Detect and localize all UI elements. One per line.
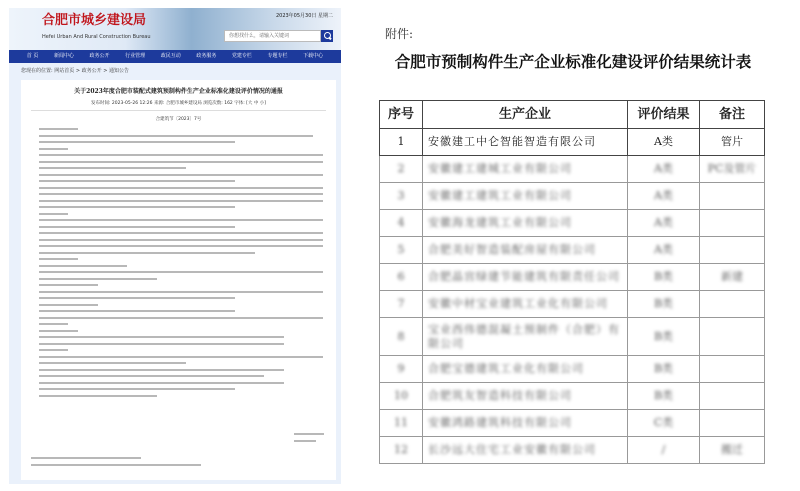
row-index: 6 [380,264,423,291]
row-result: A类 [628,129,700,156]
attachment-label: 附件: [385,27,414,41]
row-result: A类 [628,156,700,183]
header-note: 备注 [700,101,765,129]
body-text-line [39,167,186,169]
row-index: 8 [380,318,423,356]
table-row [380,437,765,464]
body-text-line [39,258,78,260]
row-index: 9 [380,356,423,383]
row-index: 7 [380,291,423,318]
table-row [380,129,765,156]
row-company: 合肥筑友智造科技有限公司 [423,383,628,410]
body-text-line [39,154,323,156]
body-text-line [39,213,68,215]
website-screenshot [9,8,341,484]
body-text-line [39,343,284,345]
row-company: 安徽建工中仑智能智造有限公司 [423,129,628,156]
row-company: 合肥美好智造装配房屋有限公司 [423,237,628,264]
row-result: A类 [628,237,700,264]
body-text-line [39,206,235,208]
table-row [380,356,765,383]
article-meta: 发布时间: 2023-05-26 12:26 来源: 合肥市城乡建设局 浏览次数: 162 字体: [大 中 小] [31,100,326,111]
row-index: 2 [380,156,423,183]
body-text-line [39,336,284,338]
row-result: B类 [628,264,700,291]
body-text-line [39,239,323,241]
body-text-line [39,375,264,377]
body-text-line [39,323,68,325]
header-index: 序号 [380,101,423,129]
table-header [380,101,765,129]
row-note [700,318,765,356]
body-text-line [39,382,284,384]
row-company: 安徽中材宝业建筑工业化有限公司 [423,291,628,318]
nav-home[interactable]: 首 页 [26,53,39,59]
search-icon[interactable] [321,30,333,42]
body-text-line [39,141,235,143]
row-note [700,237,765,264]
row-note [700,291,765,318]
body-text-line [39,388,235,390]
body-text-line [39,200,323,202]
row-note: 管片 [700,129,765,156]
row-result: B类 [628,291,700,318]
row-note [700,383,765,410]
row-index: 10 [380,383,423,410]
body-text-line [39,310,235,312]
table-title: 合肥市预制构件生产企业标准化建设评价结果统计表 [394,53,752,71]
row-result: B类 [628,356,700,383]
body-text-line [39,304,98,306]
row-note [700,210,765,237]
row-index: 3 [380,183,423,210]
nav-gov-public[interactable]: 政务公开 [89,53,110,59]
header-company: 生产企业 [423,101,628,129]
table-row [380,410,765,437]
row-company: 合肥晶宫绿建节能建筑有限责任公司 [423,264,628,291]
row-index: 1 [380,129,423,156]
body-text-line [39,297,235,299]
row-note [700,183,765,210]
body-text-line [39,317,323,319]
row-note [700,356,765,383]
body-text-line [39,330,78,332]
site-name-en: Hefei Urban And Rural Construction Bureau [42,34,151,40]
search-input[interactable]: 你想找什么，请输入关键词 [224,30,321,42]
body-text-line [39,161,323,163]
body-text-line [39,395,157,397]
body-text-line [39,148,68,150]
row-company: 安徽鸿路建筑科技有限公司 [423,410,628,437]
body-text-line [39,193,323,195]
row-result: / [628,437,700,464]
site-banner [9,8,341,50]
table-row [380,183,765,210]
table-row [380,291,765,318]
row-company: 合肥宝德建筑工业化有限公司 [423,356,628,383]
doc-number: 合建筑节〔2023〕7号 [155,117,202,122]
row-note: PC及管片 [700,156,765,183]
body-text-line [39,219,323,221]
body-text-line [39,128,78,130]
body-text-line [39,135,313,137]
nav-news[interactable]: 新闻中心 [53,53,74,59]
table-row [380,318,765,356]
body-text-line [39,362,186,364]
attachment-link[interactable] [31,457,201,466]
row-index: 11 [380,410,423,437]
table-row [380,383,765,410]
body-text-line [39,265,127,267]
row-company: 安徽海龙建筑工业有限公司 [423,210,628,237]
body-text-line [39,226,235,228]
table-row [380,237,765,264]
nav-industry[interactable]: 行业管理 [125,53,146,59]
results-table [379,100,765,464]
table-row [380,210,765,237]
body-text-line [39,187,323,189]
nav-party[interactable]: 党建专栏 [231,53,252,59]
row-index: 4 [380,210,423,237]
row-result: A类 [628,183,700,210]
body-text-line [39,232,323,234]
nav-topics[interactable]: 专题专栏 [267,53,288,59]
row-result: A类 [628,210,700,237]
body-text-line [39,369,284,371]
body-text-line [39,356,323,358]
row-result: C类 [628,410,700,437]
row-index: 12 [380,437,423,464]
body-text-line [39,271,323,273]
body-text-line [39,180,235,182]
row-result: B类 [628,318,700,356]
row-company: 安徽建工建筑工业有限公司 [423,183,628,210]
header-result: 评价结果 [628,101,700,129]
row-company: 宝业西伟德混凝土预制件（合肥）有限公司 [423,318,628,356]
row-note: 新建 [700,264,765,291]
row-note: 搬迁 [700,437,765,464]
row-company: 长沙远大住宅工业安徽有限公司 [423,437,628,464]
row-result: B类 [628,383,700,410]
breadcrumb[interactable]: 您现在的位置: 网站首页 > 政务公开 > 通知公告 [21,68,130,74]
body-text-line [39,252,255,254]
nav-services[interactable]: 政务服务 [196,53,217,59]
article-title: 关于2023年度合肥市装配式建筑预制构件生产企业标准化建设评价情况的通报 [74,88,283,95]
row-index: 5 [380,237,423,264]
body-text-line [39,291,323,293]
table-row [380,264,765,291]
body-text-line [39,284,98,286]
row-company: 安徽建工建城工业有限公司 [423,156,628,183]
signature-block [286,428,324,442]
main-nav [9,50,341,63]
body-text-line [39,174,323,176]
article [21,80,336,480]
nav-download[interactable]: 下载中心 [303,53,324,59]
date: 2023年05月30日 星期二 [275,13,333,19]
site-logo: 合肥市城乡建设局 [42,13,147,28]
body-text-line [39,245,323,247]
body-text-line [39,278,157,280]
nav-interaction[interactable]: 政民互动 [160,53,181,59]
table-row [380,156,765,183]
row-note [700,410,765,437]
article-body [31,128,326,397]
body-text-line [39,349,68,351]
